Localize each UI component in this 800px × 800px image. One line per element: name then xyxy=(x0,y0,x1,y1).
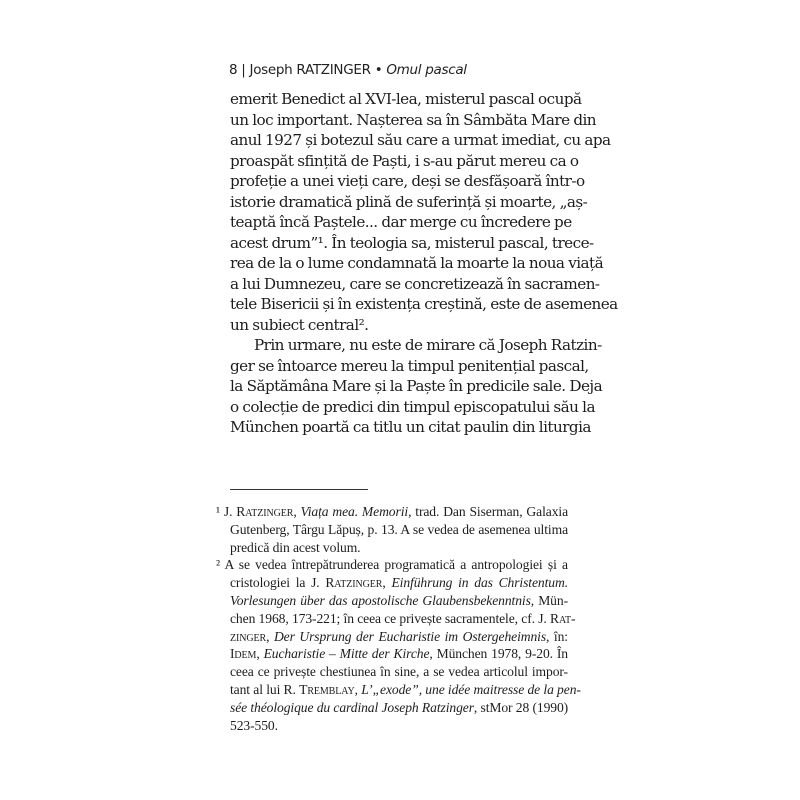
header-author: Joseph RATZINGER xyxy=(249,62,371,78)
footnote-line xyxy=(216,574,568,592)
footnote-text: , xyxy=(293,504,301,519)
body-line: teaptă încă Paștele... dar merge cu încredere pe xyxy=(230,213,572,231)
footnote-text: , Mün- xyxy=(530,592,568,608)
footnote-line xyxy=(216,610,576,628)
body-line: tele Bisericii și în existența creștină, este de asemenea xyxy=(230,295,618,313)
footnote-text: ceea ce privește chestiunea în sine, a se vedea articolul impor- xyxy=(230,664,568,680)
footnote-line xyxy=(216,628,568,646)
footnote-text: Viața mea. Memorii xyxy=(300,504,409,519)
footnote-text: , xyxy=(256,646,264,662)
footnote-text: zinger xyxy=(230,628,267,644)
footnote-line xyxy=(216,521,568,539)
footnote-text: tant al lui R. xyxy=(230,681,300,697)
body-line: proaspăt sfințită de Paști, i s-au părut mereu ca o xyxy=(230,151,579,170)
body-line: acest drum”¹. În teologia sa, misterul pascal, trece- xyxy=(230,233,594,252)
body-line: anul 1927 și botezul său care a urmat imediat, cu apa xyxy=(230,131,611,149)
footnote-text: Vorlesungen über das apostolische Glaubensbekenntnis xyxy=(230,592,531,608)
footnote-text: , München 1978, 9-20. În xyxy=(429,646,568,662)
footnote-text: Der Ursprung der Eucharistie im Ostergeheimnis xyxy=(273,628,547,644)
body-line: un loc important. Nașterea sa în Sâmbăta Mare din xyxy=(230,110,597,129)
footnote-text: , în: xyxy=(546,628,568,644)
footnote-text: ¹ J. xyxy=(216,504,237,519)
footnote-line xyxy=(216,645,568,663)
footnote-text: predică din acest volum. xyxy=(230,539,361,555)
body-line: ger se întoarce mereu la timpul penitențial pascal, xyxy=(230,356,589,375)
footnote-text: , xyxy=(266,628,274,644)
body-line: emerit Benedict al XVI-lea, misterul pascal ocupă xyxy=(230,90,582,108)
body-text xyxy=(230,89,618,438)
page-number: 8 xyxy=(229,62,238,78)
footnote-text: Einführung in das Christentum. xyxy=(391,575,568,591)
footnote-text: , xyxy=(382,575,392,591)
footnote-divider xyxy=(230,489,368,490)
footnote-text: chen 1968, 173-221; în ceea ce privește sacramentele, cf. J. xyxy=(230,610,551,626)
body-line: a lui Dumnezeu, care se concretizează în sacramen- xyxy=(230,274,600,293)
footnote-text: cristologiei la J. xyxy=(230,575,326,591)
footnote-text: Gutenberg, Târgu Lăpuș, p. 13. A se vedea de asemenea ultima xyxy=(230,521,568,537)
body-line: istorie dramatică plină de suferință și moarte, „aș- xyxy=(230,192,588,211)
footnote-text: Eucharistie – Mitte der Kirche xyxy=(263,646,430,662)
footnote-text: Ratzinger xyxy=(236,504,294,519)
footnote-line xyxy=(216,592,568,610)
footnote-text: , xyxy=(354,681,362,697)
body-line: o colecție de predici din timpul episcopatului său la xyxy=(230,397,595,416)
footnote-text: sée théologique du cardinal Joseph Ratzinger xyxy=(230,699,474,715)
body-line: profeție a unei vieți care, deși se desfășoară într-o xyxy=(230,172,585,190)
body-line: la Săptămâna Mare și la Paște în predicile sale. Deja xyxy=(230,377,603,395)
footnote-line xyxy=(216,663,568,681)
footnote-text: Ratzinger xyxy=(325,575,383,591)
header-book-title: Omul pascal xyxy=(386,62,467,78)
footnote-line xyxy=(216,717,568,735)
header-bullet: • xyxy=(370,62,387,78)
body-line: München poartă ca titlu un citat paulin din liturgia xyxy=(230,418,591,436)
footnote-line xyxy=(216,539,568,557)
footnote-line xyxy=(216,556,568,574)
footnote-text: , trad. Dan Siserman, Galaxia xyxy=(408,504,569,519)
body-line: Prin urmare, nu este de mirare că Joseph Ratzin- xyxy=(254,336,602,354)
body-line: un subiect central². xyxy=(230,315,369,334)
footnote-line xyxy=(216,681,581,699)
footnotes xyxy=(216,503,581,734)
footnote-text: ² A se vedea întrepătrunderea programatică a antropologiei și a xyxy=(216,557,568,573)
footnote-text: Idem xyxy=(230,646,257,662)
footnote-line xyxy=(216,503,568,521)
footnote-text: 523-550. xyxy=(230,717,278,733)
header-separator: | xyxy=(237,62,250,78)
footnote-text: Tremblay xyxy=(299,681,355,697)
footnote-text: , stMor 28 (1990) xyxy=(473,699,569,715)
footnote-text: Rat- xyxy=(550,610,576,626)
running-header xyxy=(229,62,467,78)
body-line: rea de la o lume condamnată la moarte la noua viață xyxy=(230,254,604,272)
footnote-line xyxy=(216,699,568,717)
footnote-text: L’„exode”, une idée maitresse de la pen- xyxy=(361,681,581,697)
